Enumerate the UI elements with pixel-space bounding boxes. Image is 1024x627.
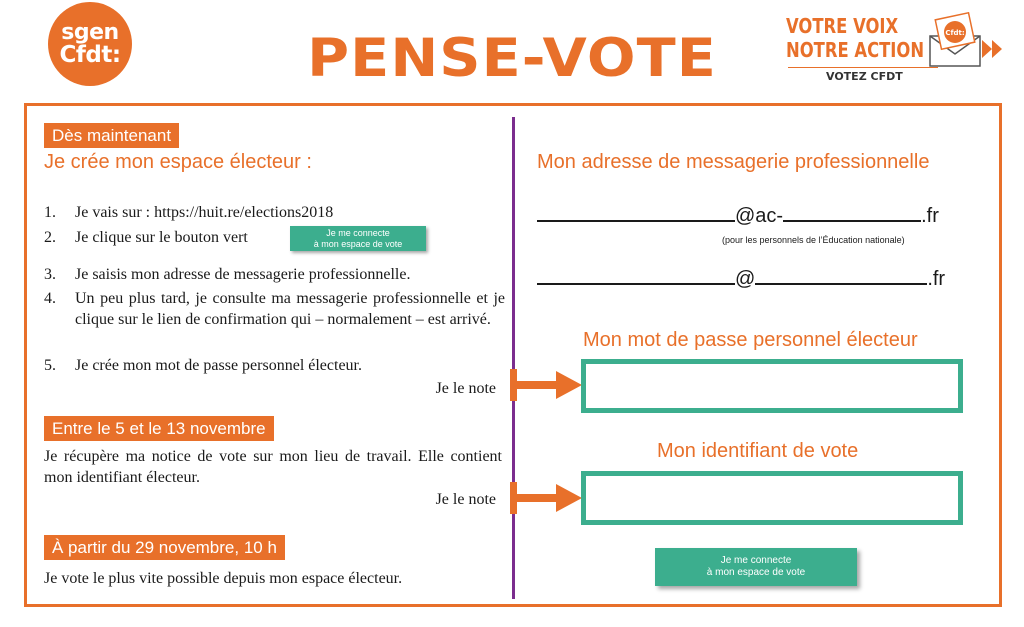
section2-text: Je récupère ma notice de vote sur mon lieu de travail. Elle contient mon identifiant électeur. — [44, 448, 502, 486]
step-number: 5. — [44, 357, 56, 374]
email2-blank-domain — [755, 265, 927, 285]
slogan-divider — [788, 67, 938, 68]
step-number: 1. — [44, 204, 56, 221]
email-blank-user — [537, 202, 735, 222]
envelope-logo-text: Cfdt: — [945, 29, 965, 37]
arrow-right-icon — [510, 480, 582, 516]
email-field-other — [537, 265, 945, 291]
connect-button-line2: à mon espace de vote — [706, 567, 806, 578]
password-heading: Mon mot de passe personnel électeur — [583, 329, 918, 351]
step-text: Je clique sur le bouton vert — [75, 229, 248, 246]
section-tag-november: Entre le 5 et le 13 novembre — [44, 416, 274, 441]
connect-button — [655, 548, 857, 586]
step-number: 4. — [44, 290, 56, 307]
connect-button-line1: Je me connecte — [720, 555, 792, 566]
section-tag-vote-date: À partir du 29 novembre, 10 h — [44, 535, 285, 560]
email2-fr: .fr — [927, 268, 946, 290]
arrow-right-icon — [510, 367, 582, 403]
slogan-block — [786, 12, 1012, 92]
envelope-icon — [924, 12, 1010, 70]
logo-line2: Cfdt: — [59, 41, 121, 68]
email2-blank-user — [537, 265, 735, 285]
email-blank-domain — [783, 202, 921, 222]
slogan-line2: NOTRE ACTION — [786, 38, 925, 62]
note-label-id: Je le note — [435, 491, 496, 508]
connect-button-line2: à mon espace de vote — [313, 239, 403, 249]
note-label-password: Je le note — [435, 380, 496, 397]
section3-text: Je vote le plus vite possible depuis mon espace électeur. — [44, 570, 403, 587]
step-text: Un peu plus tard, je consulte ma messagerie professionnelle et je clique sur le lien de confirmation qui – normalement – est arrivé. — [75, 290, 505, 328]
section-tag-now: Dès maintenant — [44, 123, 179, 148]
slogan-line3: VOTEZ CFDT — [826, 70, 903, 83]
step-text: Je vais sur : https://huit.re/elections2018 — [75, 204, 334, 221]
slogan-line1: VOTRE VOIX — [786, 14, 899, 38]
step-number: 2. — [44, 229, 56, 246]
email-field-academic — [537, 202, 939, 228]
column-divider — [512, 117, 515, 599]
connect-button-line1: Je me connecte — [326, 228, 390, 238]
section-heading-create-space: Je crée mon espace électeur : — [44, 151, 312, 173]
page-title: PENSE-VOTE — [307, 28, 717, 89]
email-note: (pour les personnels de l’Éducation nationale) — [722, 235, 905, 245]
email-at-ac: @ac- — [735, 205, 784, 227]
id-heading: Mon identifiant de vote — [657, 440, 859, 462]
email2-at: @ — [735, 268, 756, 290]
step-number: 3. — [44, 266, 56, 283]
email-heading: Mon adresse de messagerie professionnelle — [537, 151, 930, 173]
step-text: Je saisis mon adresse de messagerie professionnelle. — [75, 266, 411, 283]
id-box — [581, 471, 963, 525]
logo-line1: sgen — [61, 19, 119, 45]
email-fr: .fr — [921, 205, 939, 227]
password-box — [581, 359, 963, 413]
connect-button-inline — [290, 226, 426, 251]
step-text: Je crée mon mot de passe personnel électeur. — [75, 357, 362, 374]
